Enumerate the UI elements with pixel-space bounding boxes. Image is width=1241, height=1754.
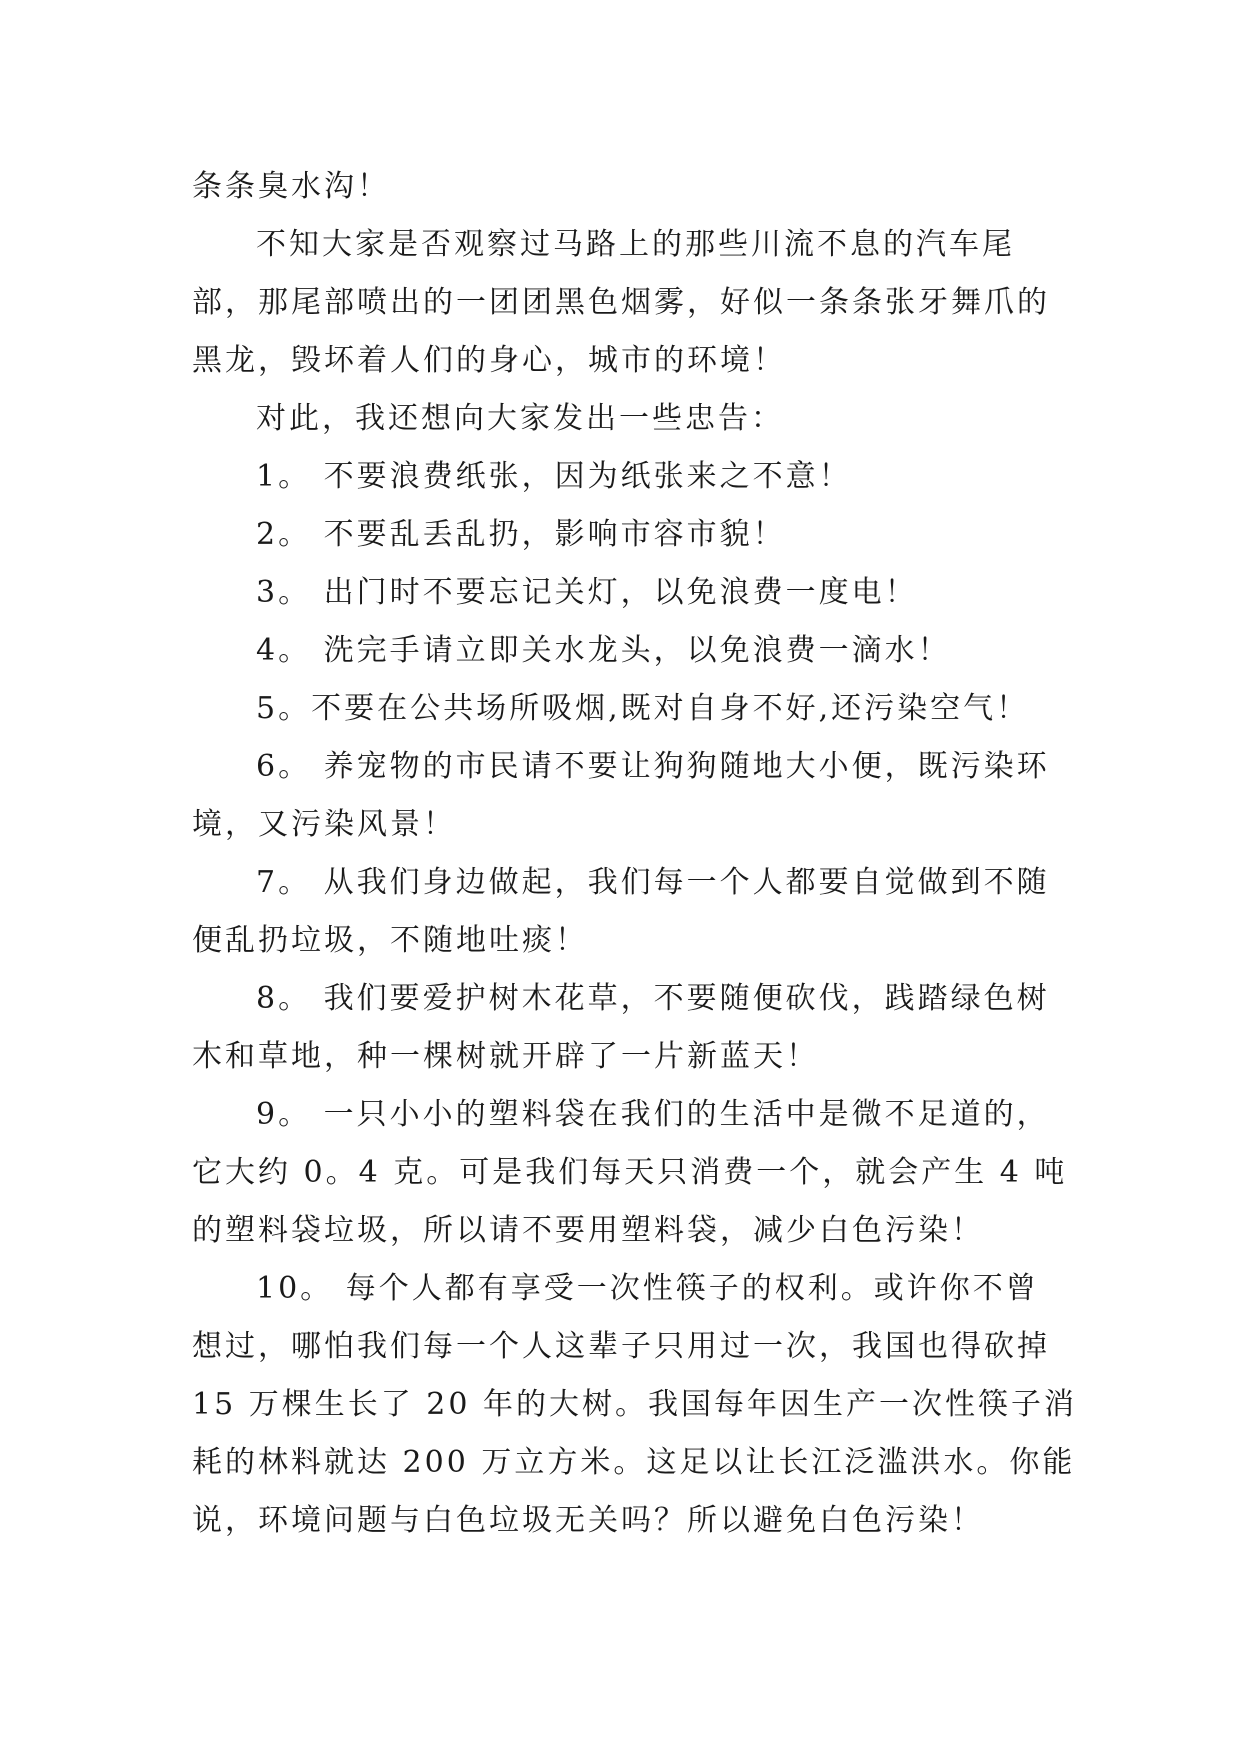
list-item-7-cont: 便乱扔垃圾，不随地吐痰！ [192,923,588,958]
list-item-6: 6。 养宠物的市民请不要让狗狗随地大小便，既污染环 [256,749,1050,784]
list-item-10-cont: 说，环境问题与白色垃圾无关吗？所以避免白色污染！ [192,1503,984,1538]
list-item-9-cont: 的塑料袋垃圾，所以请不要用塑料袋，减少白色污染！ [192,1213,984,1248]
list-item-10-cont: 15 万棵生长了 20 年的大树。我国每年因生产一次性筷子消 [192,1387,1077,1422]
list-item-9-cont: 它大约 0。4 克。可是我们每天只消费一个，就会产生 4 吨 [192,1155,1068,1190]
list-item-8-cont: 木和草地，种一棵树就开辟了一片新蓝天！ [192,1039,819,1074]
paragraph-line: 不知大家是否观察过马路上的那些川流不息的汽车尾 [256,227,1015,262]
list-item-7: 7。 从我们身边做起，我们每一个人都要自觉做到不随 [256,865,1050,900]
paragraph-line: 对此，我还想向大家发出一些忠告： [256,401,784,436]
list-item-10: 10。 每个人都有享受一次性筷子的权利。或许你不曾 [256,1271,1039,1306]
list-item-4: 4。 洗完手请立即关水龙头，以免浪费一滴水！ [256,633,951,668]
paragraph-line: 部，那尾部喷出的一团团黑色烟雾，好似一条条张牙舞爪的 [192,285,1050,320]
list-item-8: 8。 我们要爱护树木花草，不要随便砍伐，践踏绿色树 [256,981,1050,1016]
list-item-2: 2。 不要乱丢乱扔，影响市容市貌！ [256,517,786,552]
paragraph-line: 黑龙，毁坏着人们的身心，城市的环境！ [192,343,786,378]
list-item-6-cont: 境，又污染风景！ [192,807,456,842]
list-item-9: 9。 一只小小的塑料袋在我们的生活中是微不足道的， [256,1097,1050,1132]
list-item-10-cont: 耗的林料就达 200 万立方米。这足以让长江泛滥洪水。你能 [192,1445,1076,1480]
list-item-10-cont: 想过，哪怕我们每一个人这辈子只用过一次，我国也得砍掉 [192,1329,1050,1364]
paragraph-line: 条条臭水沟！ [192,169,390,204]
list-item-1: 1。 不要浪费纸张，因为纸张来之不意！ [256,459,852,494]
list-item-5: 5。不要在公共场所吸烟,既对自身不好,还污染空气！ [256,691,1030,726]
document-body [192,158,1077,1550]
list-item-3: 3。 出门时不要忘记关灯，以免浪费一度电！ [256,575,918,610]
